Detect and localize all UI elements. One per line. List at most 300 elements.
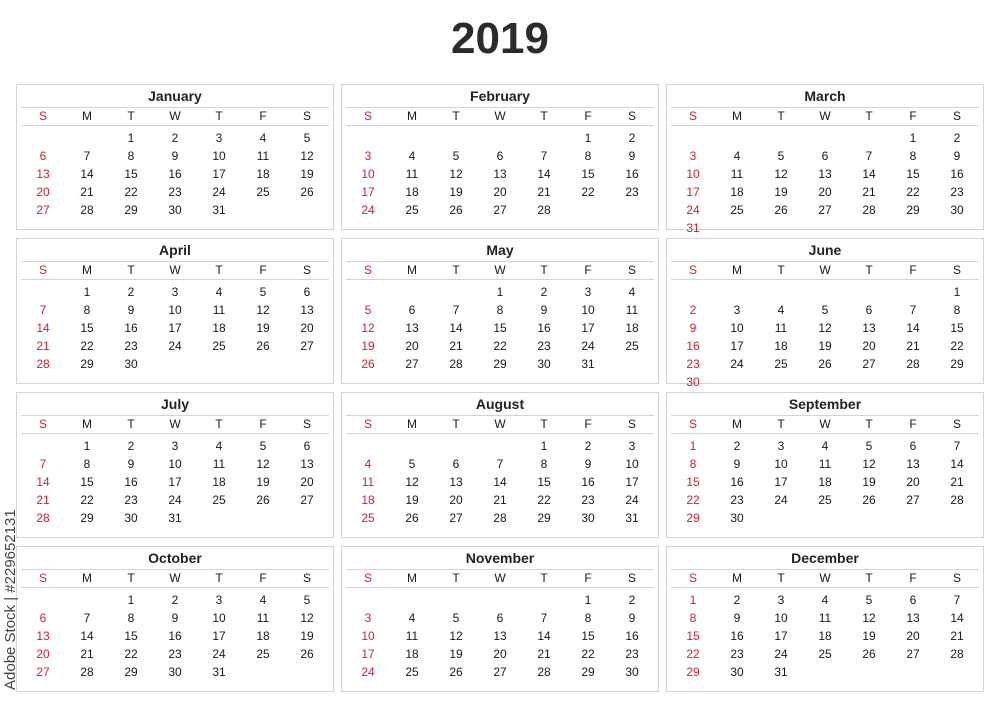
day-cell: 4 bbox=[733, 149, 741, 163]
day-cell: 18 bbox=[256, 167, 270, 181]
weekday-label: M bbox=[732, 263, 742, 277]
weekday-label: S bbox=[38, 109, 47, 123]
day-cell: 6 bbox=[496, 149, 504, 163]
day-cell: 25 bbox=[774, 357, 788, 371]
days-grid bbox=[346, 129, 654, 219]
day-cell: 16 bbox=[168, 629, 182, 643]
day-cell: 12 bbox=[818, 321, 832, 335]
day-cell: 22 bbox=[581, 647, 595, 661]
empty-cell bbox=[346, 129, 390, 147]
day-cell: 22 bbox=[493, 339, 507, 353]
day-cell: 16 bbox=[625, 167, 639, 181]
day-cell: 20 bbox=[818, 185, 832, 199]
weekday-label: T bbox=[215, 109, 223, 123]
weekday-header bbox=[346, 569, 654, 588]
day-cell: 8 bbox=[127, 149, 135, 163]
day-cell: 7 bbox=[540, 149, 548, 163]
day-cell: 2 bbox=[127, 285, 135, 299]
day-cell: 18 bbox=[774, 339, 788, 353]
weekday-label: F bbox=[909, 417, 917, 431]
day-cell: 4 bbox=[215, 439, 223, 453]
weekday-label: T bbox=[452, 417, 460, 431]
day-cell: 16 bbox=[537, 321, 551, 335]
month-august bbox=[341, 392, 659, 538]
day-cell: 19 bbox=[405, 493, 419, 507]
day-cell: 20 bbox=[862, 339, 876, 353]
day-cell: 21 bbox=[80, 647, 94, 661]
day-cell: 21 bbox=[537, 185, 551, 199]
day-cell: 21 bbox=[537, 647, 551, 661]
day-cell: 30 bbox=[124, 511, 138, 525]
day-cell: 13 bbox=[493, 629, 507, 643]
day-cell: 21 bbox=[449, 339, 463, 353]
day-cell: 26 bbox=[774, 203, 788, 217]
weekday-header bbox=[671, 569, 979, 588]
days-grid bbox=[671, 437, 979, 527]
day-cell: 24 bbox=[361, 203, 375, 217]
weekday-label: S bbox=[302, 571, 311, 585]
day-cell: 23 bbox=[730, 493, 744, 507]
day-cell: 14 bbox=[950, 457, 964, 471]
day-cell: 5 bbox=[259, 285, 267, 299]
day-cell: 2 bbox=[628, 593, 636, 607]
day-cell: 11 bbox=[256, 149, 270, 163]
day-cell: 7 bbox=[540, 611, 548, 625]
day-cell: 8 bbox=[83, 303, 91, 317]
weekday-label: W bbox=[819, 263, 831, 277]
day-cell: 5 bbox=[408, 457, 416, 471]
day-cell: 7 bbox=[865, 149, 873, 163]
day-cell: 27 bbox=[493, 203, 507, 217]
day-cell: 10 bbox=[625, 457, 639, 471]
day-cell: 26 bbox=[862, 647, 876, 661]
day-cell: 16 bbox=[124, 475, 138, 489]
day-cell: 24 bbox=[774, 493, 788, 507]
day-cell: 4 bbox=[259, 593, 267, 607]
day-cell: 9 bbox=[953, 149, 961, 163]
weekday-label: S bbox=[952, 263, 961, 277]
day-cell: 19 bbox=[300, 629, 314, 643]
day-cell: 12 bbox=[256, 457, 270, 471]
day-cell: 15 bbox=[80, 475, 94, 489]
weekday-label: W bbox=[494, 417, 506, 431]
day-cell: 11 bbox=[212, 303, 226, 317]
empty-cell bbox=[759, 129, 803, 147]
day-cell: 1 bbox=[127, 131, 135, 145]
day-cell: 27 bbox=[906, 647, 920, 661]
day-cell: 15 bbox=[537, 475, 551, 489]
day-cell: 27 bbox=[906, 493, 920, 507]
day-cell: 8 bbox=[496, 303, 504, 317]
day-cell: 11 bbox=[774, 321, 788, 335]
day-cell: 12 bbox=[449, 167, 463, 181]
day-cell: 15 bbox=[581, 167, 595, 181]
day-cell: 26 bbox=[256, 339, 270, 353]
weekday-label: M bbox=[407, 109, 417, 123]
days-grid bbox=[671, 283, 979, 391]
day-cell: 29 bbox=[581, 665, 595, 679]
day-cell: 12 bbox=[256, 303, 270, 317]
day-cell: 24 bbox=[686, 203, 700, 217]
day-cell: 23 bbox=[625, 647, 639, 661]
day-cell: 28 bbox=[36, 511, 50, 525]
day-cell: 4 bbox=[408, 149, 416, 163]
weekday-label: W bbox=[819, 417, 831, 431]
day-cell: 1 bbox=[909, 131, 917, 145]
day-cell: 14 bbox=[862, 167, 876, 181]
weekday-label: T bbox=[452, 109, 460, 123]
weekday-label: S bbox=[688, 109, 697, 123]
weekday-label: W bbox=[819, 109, 831, 123]
day-cell: 19 bbox=[862, 475, 876, 489]
day-cell: 2 bbox=[953, 131, 961, 145]
weekday-label: M bbox=[407, 263, 417, 277]
day-cell: 14 bbox=[36, 321, 50, 335]
weekday-label: M bbox=[732, 109, 742, 123]
weekday-label: S bbox=[952, 109, 961, 123]
weekday-label: T bbox=[540, 263, 548, 277]
day-cell: 18 bbox=[818, 629, 832, 643]
day-cell: 9 bbox=[127, 457, 135, 471]
day-cell: 7 bbox=[953, 439, 961, 453]
empty-cell bbox=[390, 129, 434, 147]
weekday-label: F bbox=[584, 263, 592, 277]
weekday-label: T bbox=[777, 109, 785, 123]
empty-cell bbox=[434, 283, 478, 301]
day-cell: 18 bbox=[212, 321, 226, 335]
day-cell: 30 bbox=[168, 665, 182, 679]
weekday-label: S bbox=[302, 109, 311, 123]
day-cell: 29 bbox=[80, 511, 94, 525]
empty-cell bbox=[21, 129, 65, 147]
day-cell: 2 bbox=[584, 439, 592, 453]
weekday-label: T bbox=[777, 417, 785, 431]
day-cell: 3 bbox=[364, 611, 372, 625]
day-cell: 21 bbox=[36, 339, 50, 353]
day-cell: 11 bbox=[256, 611, 270, 625]
weekday-label: S bbox=[363, 263, 372, 277]
day-cell: 12 bbox=[300, 611, 314, 625]
day-cell: 12 bbox=[449, 629, 463, 643]
day-cell: 23 bbox=[950, 185, 964, 199]
day-cell: 2 bbox=[733, 593, 741, 607]
day-cell: 1 bbox=[584, 593, 592, 607]
weekday-label: T bbox=[865, 109, 873, 123]
weekday-label: S bbox=[688, 571, 697, 585]
day-cell: 26 bbox=[361, 357, 375, 371]
day-cell: 3 bbox=[364, 149, 372, 163]
empty-cell bbox=[65, 129, 109, 147]
day-cell: 12 bbox=[300, 149, 314, 163]
day-cell: 3 bbox=[777, 593, 785, 607]
weekday-label: F bbox=[909, 263, 917, 277]
day-cell: 31 bbox=[212, 665, 226, 679]
day-cell: 30 bbox=[950, 203, 964, 217]
weekday-label: W bbox=[819, 571, 831, 585]
day-cell: 4 bbox=[821, 439, 829, 453]
day-cell: 16 bbox=[168, 167, 182, 181]
weekday-label: T bbox=[215, 571, 223, 585]
day-cell: 30 bbox=[581, 511, 595, 525]
day-cell: 18 bbox=[625, 321, 639, 335]
day-cell: 6 bbox=[39, 611, 47, 625]
weekday-label: S bbox=[627, 417, 636, 431]
day-cell: 31 bbox=[625, 511, 639, 525]
day-cell: 22 bbox=[686, 647, 700, 661]
day-cell: 8 bbox=[540, 457, 548, 471]
day-cell: 13 bbox=[906, 611, 920, 625]
weekday-label: S bbox=[627, 263, 636, 277]
day-cell: 1 bbox=[496, 285, 504, 299]
day-cell: 6 bbox=[909, 593, 917, 607]
day-cell: 3 bbox=[584, 285, 592, 299]
weekday-label: T bbox=[452, 571, 460, 585]
empty-cell bbox=[390, 591, 434, 609]
weekday-label: F bbox=[259, 109, 267, 123]
day-cell: 13 bbox=[36, 629, 50, 643]
day-cell: 27 bbox=[493, 665, 507, 679]
weekday-label: S bbox=[952, 571, 961, 585]
day-cell: 13 bbox=[36, 167, 50, 181]
day-cell: 13 bbox=[300, 303, 314, 317]
day-cell: 23 bbox=[686, 357, 700, 371]
day-cell: 26 bbox=[300, 647, 314, 661]
month-july bbox=[16, 392, 334, 538]
day-cell: 24 bbox=[212, 185, 226, 199]
day-cell: 30 bbox=[625, 665, 639, 679]
day-cell: 27 bbox=[405, 357, 419, 371]
day-cell: 17 bbox=[361, 647, 375, 661]
day-cell: 6 bbox=[39, 149, 47, 163]
weekday-label: M bbox=[407, 571, 417, 585]
month-name: April bbox=[159, 242, 191, 258]
day-cell: 20 bbox=[36, 647, 50, 661]
day-cell: 27 bbox=[862, 357, 876, 371]
weekday-header bbox=[671, 261, 979, 280]
days-grid bbox=[346, 283, 654, 373]
day-cell: 6 bbox=[821, 149, 829, 163]
day-cell: 19 bbox=[300, 167, 314, 181]
empty-cell bbox=[803, 129, 847, 147]
day-cell: 1 bbox=[127, 593, 135, 607]
weekday-label: M bbox=[82, 109, 92, 123]
day-cell: 20 bbox=[405, 339, 419, 353]
month-april bbox=[16, 238, 334, 384]
weekday-label: F bbox=[909, 109, 917, 123]
day-cell: 23 bbox=[124, 493, 138, 507]
day-cell: 5 bbox=[364, 303, 372, 317]
day-cell: 12 bbox=[774, 167, 788, 181]
day-cell: 9 bbox=[171, 611, 179, 625]
day-cell: 31 bbox=[168, 511, 182, 525]
day-cell: 7 bbox=[39, 303, 47, 317]
side-credit: Adobe Stock | #229652131 bbox=[2, 509, 19, 690]
month-name: May bbox=[486, 242, 514, 258]
day-cell: 8 bbox=[689, 611, 697, 625]
day-cell: 23 bbox=[168, 647, 182, 661]
day-cell: 23 bbox=[537, 339, 551, 353]
day-cell: 10 bbox=[212, 149, 226, 163]
day-cell: 25 bbox=[405, 203, 419, 217]
day-cell: 24 bbox=[774, 647, 788, 661]
weekday-label: T bbox=[777, 263, 785, 277]
day-cell: 28 bbox=[493, 511, 507, 525]
day-cell: 6 bbox=[303, 439, 311, 453]
month-october bbox=[16, 546, 334, 692]
day-cell: 13 bbox=[906, 457, 920, 471]
day-cell: 15 bbox=[950, 321, 964, 335]
month-name: September bbox=[788, 396, 862, 412]
day-cell: 9 bbox=[540, 303, 548, 317]
day-cell: 28 bbox=[537, 203, 551, 217]
calendar-grid bbox=[16, 84, 984, 692]
day-cell: 16 bbox=[686, 339, 700, 353]
day-cell: 15 bbox=[80, 321, 94, 335]
day-cell: 18 bbox=[730, 185, 744, 199]
day-cell: 6 bbox=[909, 439, 917, 453]
day-cell: 27 bbox=[449, 511, 463, 525]
month-name: February bbox=[470, 88, 530, 104]
day-cell: 13 bbox=[300, 457, 314, 471]
day-cell: 13 bbox=[449, 475, 463, 489]
day-cell: 22 bbox=[950, 339, 964, 353]
day-cell: 20 bbox=[449, 493, 463, 507]
day-cell: 26 bbox=[405, 511, 419, 525]
day-cell: 14 bbox=[537, 167, 551, 181]
day-cell: 9 bbox=[733, 611, 741, 625]
weekday-label: F bbox=[584, 109, 592, 123]
empty-cell bbox=[478, 129, 522, 147]
empty-cell bbox=[522, 129, 566, 147]
day-cell: 7 bbox=[953, 593, 961, 607]
day-cell: 29 bbox=[124, 665, 138, 679]
weekday-label: S bbox=[627, 109, 636, 123]
day-cell: 17 bbox=[361, 185, 375, 199]
day-cell: 28 bbox=[80, 665, 94, 679]
day-cell: 21 bbox=[493, 493, 507, 507]
day-cell: 8 bbox=[953, 303, 961, 317]
month-march bbox=[666, 84, 984, 235]
weekday-label: W bbox=[494, 263, 506, 277]
day-cell: 31 bbox=[581, 357, 595, 371]
empty-cell bbox=[390, 437, 434, 455]
day-cell: 4 bbox=[215, 285, 223, 299]
day-cell: 23 bbox=[730, 647, 744, 661]
day-cell: 11 bbox=[212, 457, 226, 471]
day-cell: 3 bbox=[689, 149, 697, 163]
day-cell: 17 bbox=[212, 629, 226, 643]
day-cell: 16 bbox=[950, 167, 964, 181]
day-cell: 15 bbox=[906, 167, 920, 181]
day-cell: 6 bbox=[452, 457, 460, 471]
month-name: December bbox=[791, 550, 859, 566]
weekday-label: S bbox=[363, 417, 372, 431]
day-cell: 15 bbox=[686, 629, 700, 643]
day-cell: 10 bbox=[168, 457, 182, 471]
day-cell: 2 bbox=[689, 303, 697, 317]
day-cell: 8 bbox=[909, 149, 917, 163]
day-cell: 23 bbox=[581, 493, 595, 507]
day-cell: 4 bbox=[777, 303, 785, 317]
day-cell: 21 bbox=[36, 493, 50, 507]
empty-cell bbox=[759, 283, 803, 301]
day-cell: 4 bbox=[364, 457, 372, 471]
day-cell: 21 bbox=[80, 185, 94, 199]
day-cell: 22 bbox=[686, 493, 700, 507]
empty-cell bbox=[671, 283, 715, 301]
day-cell: 20 bbox=[36, 185, 50, 199]
day-cell: 29 bbox=[493, 357, 507, 371]
day-cell: 14 bbox=[449, 321, 463, 335]
weekday-label: T bbox=[127, 109, 135, 123]
weekday-label: F bbox=[259, 417, 267, 431]
weekday-label: M bbox=[82, 417, 92, 431]
weekday-label: W bbox=[169, 109, 181, 123]
day-cell: 11 bbox=[625, 303, 639, 317]
day-cell: 2 bbox=[171, 593, 179, 607]
weekday-label: T bbox=[540, 571, 548, 585]
days-grid bbox=[21, 129, 329, 219]
day-cell: 13 bbox=[862, 321, 876, 335]
day-cell: 10 bbox=[168, 303, 182, 317]
day-cell: 8 bbox=[584, 611, 592, 625]
empty-cell bbox=[847, 283, 891, 301]
weekday-header bbox=[21, 415, 329, 434]
day-cell: 26 bbox=[449, 665, 463, 679]
day-cell: 28 bbox=[950, 647, 964, 661]
day-cell: 20 bbox=[300, 475, 314, 489]
day-cell: 4 bbox=[821, 593, 829, 607]
day-cell: 9 bbox=[628, 611, 636, 625]
day-cell: 4 bbox=[408, 611, 416, 625]
day-cell: 16 bbox=[581, 475, 595, 489]
day-cell: 22 bbox=[80, 339, 94, 353]
day-cell: 24 bbox=[361, 665, 375, 679]
weekday-label: M bbox=[82, 571, 92, 585]
day-cell: 18 bbox=[818, 475, 832, 489]
day-cell: 25 bbox=[625, 339, 639, 353]
day-cell: 8 bbox=[584, 149, 592, 163]
day-cell: 3 bbox=[171, 285, 179, 299]
day-cell: 19 bbox=[818, 339, 832, 353]
day-cell: 16 bbox=[625, 629, 639, 643]
weekday-label: T bbox=[127, 263, 135, 277]
day-cell: 5 bbox=[452, 611, 460, 625]
weekday-header bbox=[346, 107, 654, 126]
day-cell: 21 bbox=[906, 339, 920, 353]
day-cell: 2 bbox=[171, 131, 179, 145]
day-cell: 2 bbox=[628, 131, 636, 145]
empty-cell bbox=[891, 283, 935, 301]
weekday-label: S bbox=[302, 263, 311, 277]
day-cell: 25 bbox=[818, 647, 832, 661]
day-cell: 12 bbox=[405, 475, 419, 489]
day-cell: 15 bbox=[124, 629, 138, 643]
weekday-label: T bbox=[452, 263, 460, 277]
day-cell: 3 bbox=[171, 439, 179, 453]
day-cell: 19 bbox=[449, 647, 463, 661]
day-cell: 21 bbox=[862, 185, 876, 199]
day-cell: 17 bbox=[168, 475, 182, 489]
day-cell: 19 bbox=[361, 339, 375, 353]
day-cell: 11 bbox=[818, 611, 832, 625]
month-name: August bbox=[475, 396, 525, 412]
day-cell: 2 bbox=[733, 439, 741, 453]
month-name: November bbox=[465, 550, 535, 566]
day-cell: 20 bbox=[300, 321, 314, 335]
day-cell: 7 bbox=[452, 303, 460, 317]
day-cell: 29 bbox=[906, 203, 920, 217]
